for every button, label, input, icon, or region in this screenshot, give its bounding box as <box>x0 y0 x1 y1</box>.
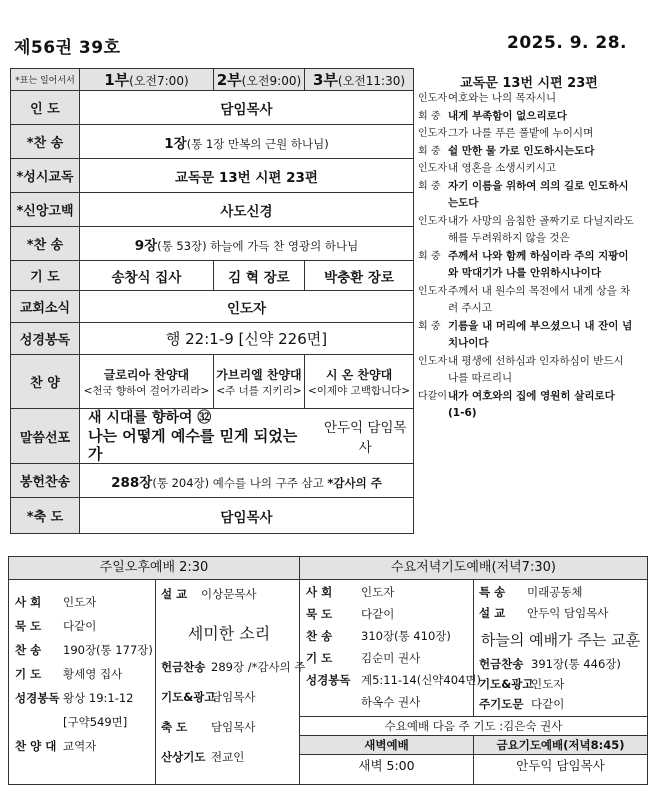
service-item <box>161 690 299 706</box>
reading-line <box>418 370 650 388</box>
reading-speaker: 다같이 <box>418 390 447 402</box>
service-item-value: 왕상 19:1-12 <box>63 691 134 705</box>
reading-text: 그가 나를 푸른 풀밭에 누이시며 <box>448 127 594 139</box>
reading-line <box>418 248 650 266</box>
service-item-label: 찬 송 <box>15 643 42 657</box>
service-1: 1부(오전7:00) <box>80 69 214 91</box>
reading-speaker: 회 중 <box>418 145 441 157</box>
label-responsive-reading: *성시교독 <box>11 159 80 193</box>
service-item-label: 찬 송 <box>306 629 333 643</box>
reading-line <box>418 195 650 213</box>
service-item-value: 안두익 담임목사 <box>527 606 609 620</box>
service-item <box>479 585 645 601</box>
service-item <box>306 651 474 667</box>
worship-order-table <box>10 68 414 534</box>
afternoon-preacher: 설 교 이상문목사 <box>161 587 257 601</box>
reading-line <box>418 405 650 423</box>
reading-speaker: 인도자 <box>418 355 447 367</box>
responsive-reading-lines <box>418 90 650 423</box>
service-item-value: 하옥수 권사 <box>361 695 421 709</box>
service-times-row <box>11 69 414 91</box>
row-creed <box>11 193 414 227</box>
reading-speaker <box>418 230 448 248</box>
reading-text: 주께서 내 원수의 목전에서 내게 상을 차 <box>448 284 631 297</box>
wednesday-left-list <box>306 585 481 717</box>
label-invocation: 인 도 <box>11 91 80 125</box>
reading-text: 주께서 나와 함께 하심이라 주의 지팡이 <box>448 249 629 262</box>
reading-text: 쉴 만한 물 가로 인도하시는도다 <box>448 144 595 157</box>
value-responsive-reading: 교독문 13번 시편 23편 <box>80 159 414 193</box>
service-item-value: 다같이 <box>531 697 565 711</box>
reading-line <box>418 213 650 231</box>
label-church-news: 교회소식 <box>11 291 80 323</box>
row-scripture <box>11 323 414 355</box>
value-scripture: 행 22:1-9 [신약 226면] <box>80 323 414 355</box>
service-item-value: 담임목사 <box>211 690 256 704</box>
prayer-3: 박충환 장로 <box>305 261 414 291</box>
value-hymn-1: 1장(통 1장 만복의 근원 하나님) <box>80 125 414 159</box>
service-item-value: 인도자 <box>361 585 395 599</box>
row-invocation <box>11 91 414 125</box>
reading-text: 해를 두려워하지 않을 것은 <box>448 232 570 244</box>
reading-line <box>418 353 650 371</box>
service-item-label: 산상기도 <box>161 750 206 764</box>
service-item-label: 기도&광고 <box>479 677 534 691</box>
service-item-value: 인도자 <box>531 677 565 691</box>
reading-speaker: 회 중 <box>418 110 441 122</box>
reading-speaker <box>418 335 448 353</box>
prayer-2: 김 혁 장로 <box>213 261 304 291</box>
reading-speaker <box>418 370 448 388</box>
label-offering-hymn: 봉헌찬송 <box>11 464 80 498</box>
service-item-label: 성경봉독 <box>306 673 351 687</box>
service-2: 2부(오전9:00) <box>213 69 304 91</box>
service-item <box>15 715 155 731</box>
divider <box>155 580 156 784</box>
value-church-news: 인도자 <box>80 291 414 323</box>
prayer-1: 송창식 집사 <box>80 261 214 291</box>
standing-note: *표는 일어서서 <box>11 69 80 91</box>
service-item-label: 헌금찬송 <box>161 660 206 674</box>
service-item-label: 기 도 <box>306 651 333 665</box>
afternoon-title: 주일오후예배 2:30 <box>9 557 300 580</box>
row-choir <box>11 355 414 409</box>
reading-text: 내 영혼을 소생시키시고 <box>448 162 557 174</box>
reading-speaker: 회 중 <box>418 180 441 192</box>
label-creed: *신앙고백 <box>11 193 80 227</box>
service-item-value: 김순미 권사 <box>361 651 421 665</box>
service-item-label: 성경봉독 <box>15 691 60 705</box>
service-item-label: 찬 양 대 <box>15 739 57 753</box>
reading-line <box>418 265 650 283</box>
service-item <box>15 667 155 683</box>
service-item <box>479 606 645 622</box>
service-item-label: 축 도 <box>161 720 188 734</box>
reading-text: 기름을 내 머리에 부으셨으니 내 잔이 넘 <box>448 319 633 332</box>
sermon-title-line1: 새 시대를 향하여 ㉜ <box>88 410 212 426</box>
service-item <box>479 697 645 713</box>
row-responsive-reading <box>11 159 414 193</box>
reading-text: 내가 여호와의 집에 영원히 살리로다 <box>448 389 615 402</box>
service-item-value: 289장 /*감사의 주 <box>211 660 306 674</box>
dawn-title: 새벽예배 <box>300 735 474 754</box>
reading-line <box>418 160 650 178</box>
service-item <box>306 695 474 711</box>
issue-number: 제56권 39호 <box>14 38 121 58</box>
service-item-value: 310장(통 410장) <box>361 629 451 643</box>
service-item <box>306 629 474 645</box>
service-item-label: 주기도문 <box>479 697 524 711</box>
wednesday-right-bottom <box>479 657 645 717</box>
afternoon-left-list <box>15 595 155 763</box>
reading-text: 려 주시고 <box>448 302 492 314</box>
reading-text: 치나이다 <box>448 337 489 349</box>
reading-speaker <box>418 265 448 283</box>
reading-line <box>418 318 650 336</box>
reading-speaker <box>418 300 448 318</box>
reading-speaker <box>418 195 448 213</box>
service-item-value: 황세영 집사 <box>63 667 123 681</box>
reading-text: 는도다 <box>448 197 479 209</box>
reading-text: 자기 이름을 위하여 의의 길로 인도하시 <box>448 179 629 192</box>
reading-line <box>418 230 650 248</box>
reading-text: 내 평생에 선하심과 인자하심이 반드시 <box>448 354 624 367</box>
choir-2: 가브리엘 찬양대 <주 너를 지키리> <box>213 355 304 409</box>
reading-speaker: 인도자 <box>418 285 447 297</box>
reading-text: (1-6) <box>448 407 477 419</box>
reading-line <box>418 388 650 406</box>
service-item <box>306 607 474 623</box>
value-offering-hymn: 288장(통 204장) 예수를 나의 구주 삼고 *감사의 주 <box>80 464 414 498</box>
service-item <box>15 739 155 755</box>
service-item <box>161 660 306 676</box>
reading-line <box>418 143 650 161</box>
service-item-label: 사 회 <box>306 585 333 599</box>
row-hymn-1 <box>11 125 414 159</box>
service-item-value: 다같이 <box>63 619 97 633</box>
reading-line <box>418 125 650 143</box>
label-prayer: 기 도 <box>11 261 80 291</box>
afternoon-sermon-title: 세미한 소리 <box>187 624 271 643</box>
reading-text: 내가 사망의 음침한 골짜기로 다닐지라도 <box>448 214 634 227</box>
service-item <box>479 657 645 673</box>
service-item-value: 391장(통 446장) <box>531 657 621 671</box>
label-hymn-2: *찬 송 <box>11 227 80 261</box>
service-item-value: 전교인 <box>211 750 245 764</box>
service-item-label: 특 송 <box>479 585 506 599</box>
service-item <box>15 595 155 611</box>
next-prayer: 수요예배 다음 주 기도 :김은숙 권사 <box>300 716 647 735</box>
sermon-preacher: 안두익 담임목사 <box>323 420 407 456</box>
service-item <box>15 691 155 707</box>
service-item <box>161 720 299 736</box>
choir-1: 글로리아 찬양대 <천국 향하여 걸어가리라> <box>80 355 214 409</box>
service-item-label: 헌금찬송 <box>479 657 524 671</box>
wednesday-right-top <box>479 585 645 627</box>
responsive-reading-title: 교독문 13번 시편 23편 <box>460 76 598 91</box>
label-sermon: 말씀선포 <box>11 409 80 464</box>
responsive-reading <box>418 72 650 423</box>
wednesday-title: 수요저녁기도예배(저녁7:30) <box>300 557 647 580</box>
service-item-value: 다같이 <box>361 607 395 621</box>
friday-title: 금요기도예배(저녁8:45) <box>474 735 647 754</box>
afternoon-right-list <box>161 660 306 780</box>
service-item-value: 미래공동체 <box>527 585 583 599</box>
row-sermon <box>11 409 414 464</box>
label-scripture: 성경봉독 <box>11 323 80 355</box>
dawn-time: 새벽 5:00 <box>300 754 474 784</box>
service-item-label: 기도&광고 <box>161 690 216 704</box>
value-hymn-2: 9장(통 53장) 하늘에 가득 찬 영광의 하나님 <box>80 227 414 261</box>
reading-speaker: 인도자 <box>418 163 447 174</box>
reading-text: 나를 따르리니 <box>448 372 513 384</box>
service-item-value: 담임목사 <box>211 720 256 734</box>
service-item-value: 교역자 <box>63 739 97 753</box>
reading-text: 내게 부족함이 없으리로다 <box>448 109 567 122</box>
bulletin-date: 2025. 9. 28. <box>507 33 628 53</box>
value-invocation: 담임목사 <box>80 91 414 125</box>
service-item-value: 계5:11-14(신약404면) <box>361 673 481 687</box>
label-benediction: *축 도 <box>11 498 80 534</box>
reading-speaker: 인도자 <box>418 93 447 104</box>
choir-3: 시 온 찬양대 <이제야 고백합니다> <box>305 355 414 409</box>
reading-line <box>418 90 650 108</box>
service-item <box>15 643 155 659</box>
reading-line <box>418 300 650 318</box>
reading-speaker: 인도자 <box>418 215 447 227</box>
reading-text: 여호와는 나의 목자시니 <box>448 92 557 104</box>
reading-line <box>418 335 650 353</box>
service-item-label: 기 도 <box>15 667 42 681</box>
service-item-label: 묵 도 <box>306 607 333 621</box>
row-offering-hymn <box>11 464 414 498</box>
service-item <box>306 585 474 601</box>
service-item-label: 설 교 <box>479 606 506 620</box>
row-benediction <box>11 498 414 534</box>
reading-speaker: 회 중 <box>418 250 441 262</box>
label-hymn-1: *찬 송 <box>11 125 80 159</box>
reading-text: 와 막대기가 나를 안위하시나이다 <box>448 267 601 279</box>
value-creed: 사도신경 <box>80 193 414 227</box>
sermon-title-line2: 나는 어떻게 예수를 믿게 되었는가 <box>88 427 298 463</box>
reading-line <box>418 108 650 126</box>
friday-leader: 안두익 담임목사 <box>474 754 647 784</box>
reading-speaker: 회 중 <box>418 320 441 332</box>
service-item-value: [구약549면] <box>63 715 128 729</box>
value-sermon <box>80 409 414 464</box>
service-item <box>161 750 299 766</box>
service-item <box>15 619 155 635</box>
row-prayer <box>11 261 414 291</box>
value-benediction: 담임목사 <box>80 498 414 534</box>
service-item-label: 사 회 <box>15 595 42 609</box>
row-church-news <box>11 291 414 323</box>
reading-speaker: 인도자 <box>418 128 447 139</box>
label-choir: 찬 양 <box>11 355 80 409</box>
row-hymn-2 <box>11 227 414 261</box>
service-item-value: 인도자 <box>63 595 97 609</box>
reading-line <box>418 178 650 196</box>
service-item-value: 190장(통 177장) <box>63 643 153 657</box>
service-item <box>479 677 645 693</box>
service-item <box>306 673 481 689</box>
service-3: 3부(오전11:30) <box>305 69 414 91</box>
service-item-label: 묵 도 <box>15 619 42 633</box>
other-services-box <box>8 556 648 785</box>
wednesday-sermon-title: 하늘의 예배가 주는 교훈 <box>480 631 641 649</box>
reading-line <box>418 283 650 301</box>
reading-speaker <box>418 405 448 423</box>
